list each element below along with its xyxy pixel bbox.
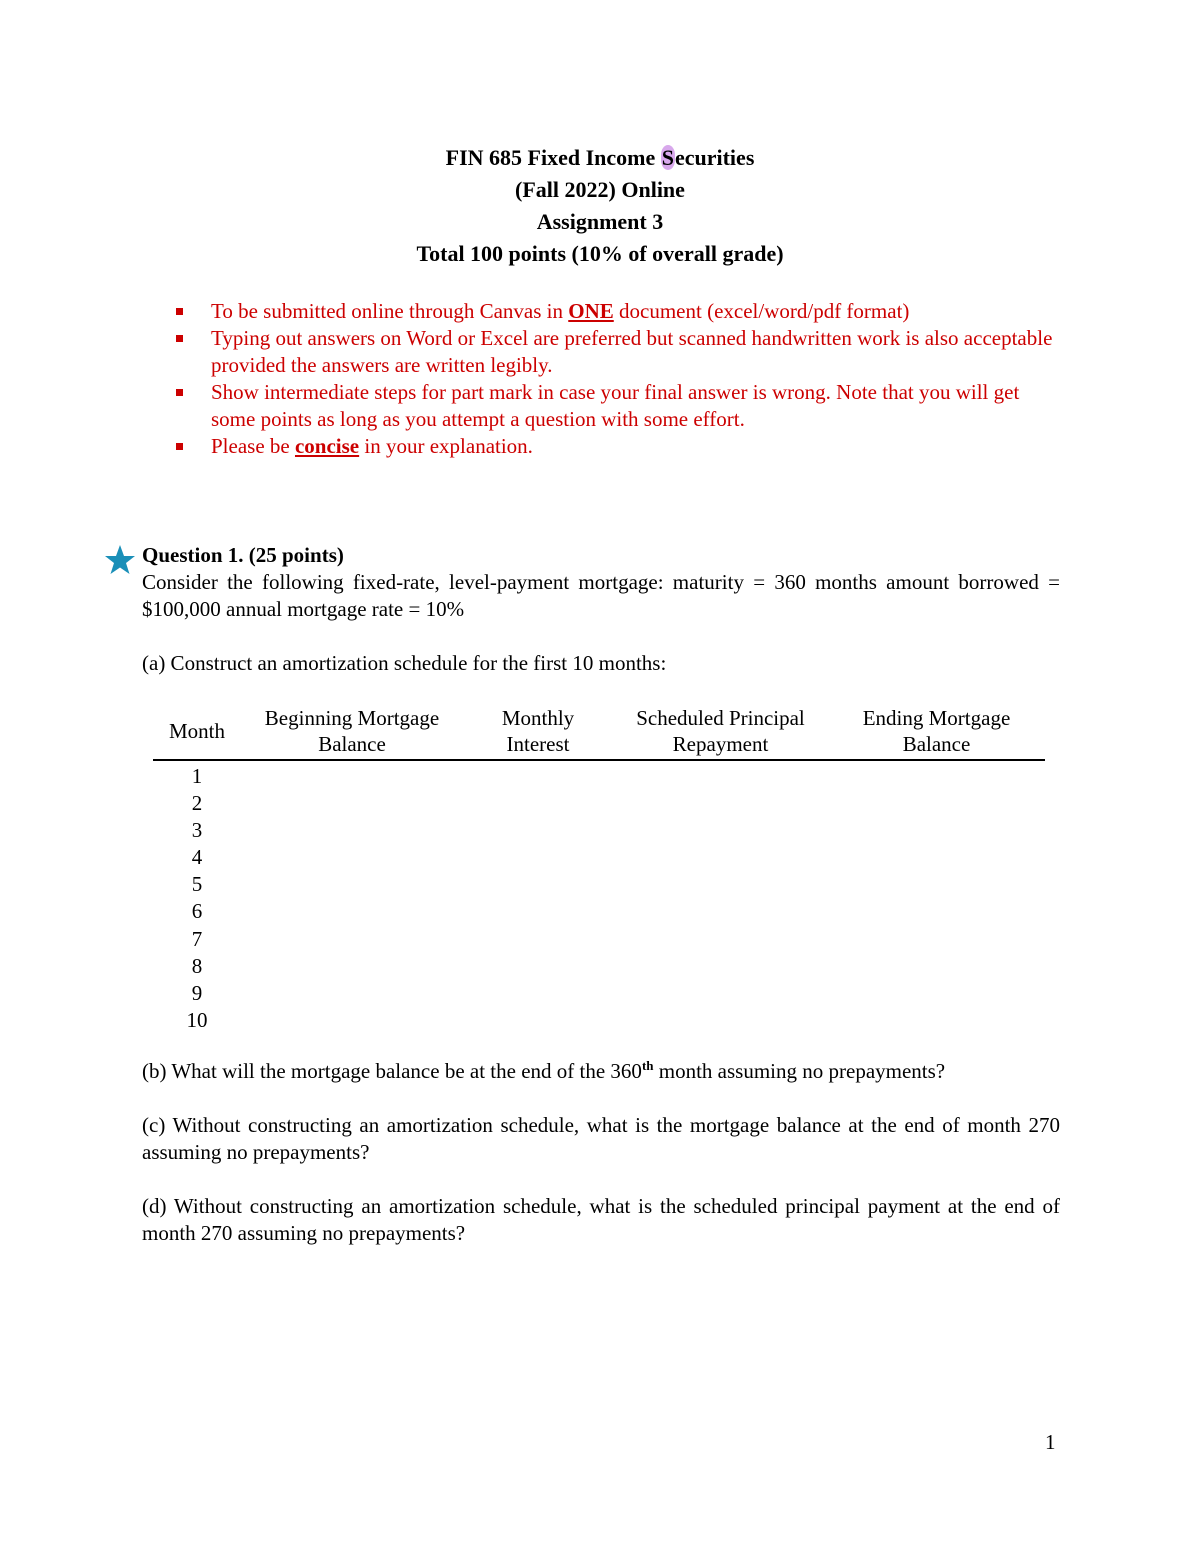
highlighted-letter: S xyxy=(661,145,674,170)
month-cell: 8 xyxy=(191,953,203,978)
instruction-text-end: document (excel/word/pdf format) xyxy=(613,299,910,323)
instruction-item xyxy=(176,433,1066,460)
remaining-parts xyxy=(142,1058,1060,1274)
month-cell: 7 xyxy=(191,926,203,951)
instruction-text: Show intermediate steps for part mark in case your final answer is wrong. Note that you will get some points as long as you attempt a question with some effort. xyxy=(211,380,1020,431)
part-b-text: (b) What will the mortgage balance be at the end of the 360 xyxy=(142,1059,642,1083)
table-row xyxy=(153,1007,1045,1034)
star-icon xyxy=(104,544,136,576)
instruction-item xyxy=(176,379,1066,433)
question-text: Consider the following fixed-rate, level-payment mortgage: maturity = 360 months amount borrowed = $100,000 annual mortgage rate = 10% xyxy=(142,570,1060,621)
course-title-text: FIN 685 Fixed Income xyxy=(445,145,661,170)
total-points: Total 100 points (10% of overall grade) xyxy=(416,241,784,266)
month-cell: 4 xyxy=(191,845,203,870)
header-beginning-line1: Beginning Mortgage xyxy=(264,706,440,730)
question-heading: Question 1. (25 points) xyxy=(142,543,344,567)
header-ending-line1: Ending Mortgage xyxy=(862,706,1011,730)
table-row xyxy=(153,926,1045,953)
month-cell: 6 xyxy=(191,899,203,924)
square-bullet-icon xyxy=(176,389,183,396)
month-cell: 3 xyxy=(191,818,203,843)
part-b xyxy=(142,1058,1060,1085)
month-cell: 9 xyxy=(191,980,203,1005)
month-cell: 1 xyxy=(191,764,203,788)
month-cell: 2 xyxy=(191,791,203,816)
square-bullet-icon xyxy=(176,443,183,450)
month-cell: 10 xyxy=(186,1007,208,1032)
header-month: Month xyxy=(168,719,225,743)
instruction-text: Typing out answers on Word or Excel are preferred but scanned handwritten work is also acceptable provided the answers are written legibly. xyxy=(211,326,1053,377)
course-title xyxy=(0,142,1200,174)
title-block xyxy=(0,142,1200,270)
header-beginning-balance xyxy=(241,705,463,757)
square-bullet-icon xyxy=(176,308,183,315)
instruction-emphasis: ONE xyxy=(568,299,614,323)
header-monthly-interest xyxy=(463,705,613,757)
table-row xyxy=(153,844,1045,871)
instruction-item xyxy=(176,325,1066,379)
question-1 xyxy=(142,542,1060,677)
instruction-emphasis: concise xyxy=(294,434,360,458)
square-bullet-icon xyxy=(176,335,183,342)
header-interest-line2: Interest xyxy=(506,732,570,756)
instruction-text: To be submitted online through Canvas in xyxy=(211,299,569,323)
header-principal-line2: Repayment xyxy=(672,732,769,756)
part-d: (d) Without constructing an amortization schedule, what is the scheduled principal payment at the end of month 270 assuming no prepayments? xyxy=(142,1194,1060,1245)
part-b-superscript: th xyxy=(641,1058,654,1073)
header-ending-balance xyxy=(828,705,1045,757)
table-row xyxy=(153,980,1045,1007)
assignment-title: Assignment 3 xyxy=(536,209,664,234)
header-interest-line1: Monthly xyxy=(501,706,575,730)
table-row xyxy=(153,763,1045,790)
header-ending-line2: Balance xyxy=(902,732,971,756)
term-title: (Fall 2022) Online xyxy=(515,177,685,202)
instruction-text: Please be xyxy=(211,434,295,458)
page-number: 1 xyxy=(1045,1430,1056,1454)
month-cell: 5 xyxy=(191,872,203,897)
table-row xyxy=(153,790,1045,817)
part-c: (c) Without constructing an amortization schedule, what is the mortgage balance at the end of month 270 assuming no prepayments? xyxy=(142,1113,1060,1164)
instructions-list xyxy=(176,298,1066,460)
table-row xyxy=(153,953,1045,980)
header-scheduled-principal xyxy=(613,705,828,757)
header-principal-line1: Scheduled Principal xyxy=(636,706,805,730)
table-row xyxy=(153,871,1045,898)
table-row xyxy=(153,898,1045,925)
course-title-end: ecurities xyxy=(674,145,755,170)
part-a: (a) Construct an amortization schedule for the first 10 months: xyxy=(142,651,667,675)
table-row xyxy=(153,817,1045,844)
part-b-text-end: month assuming no prepayments? xyxy=(653,1059,946,1083)
schedule-rows xyxy=(153,761,1045,1034)
amortization-schedule xyxy=(153,705,1045,1034)
header-beginning-line2: Balance xyxy=(318,732,386,756)
schedule-header xyxy=(153,705,1045,761)
instruction-item xyxy=(176,298,1066,325)
instruction-text-end: in your explanation. xyxy=(359,434,533,458)
